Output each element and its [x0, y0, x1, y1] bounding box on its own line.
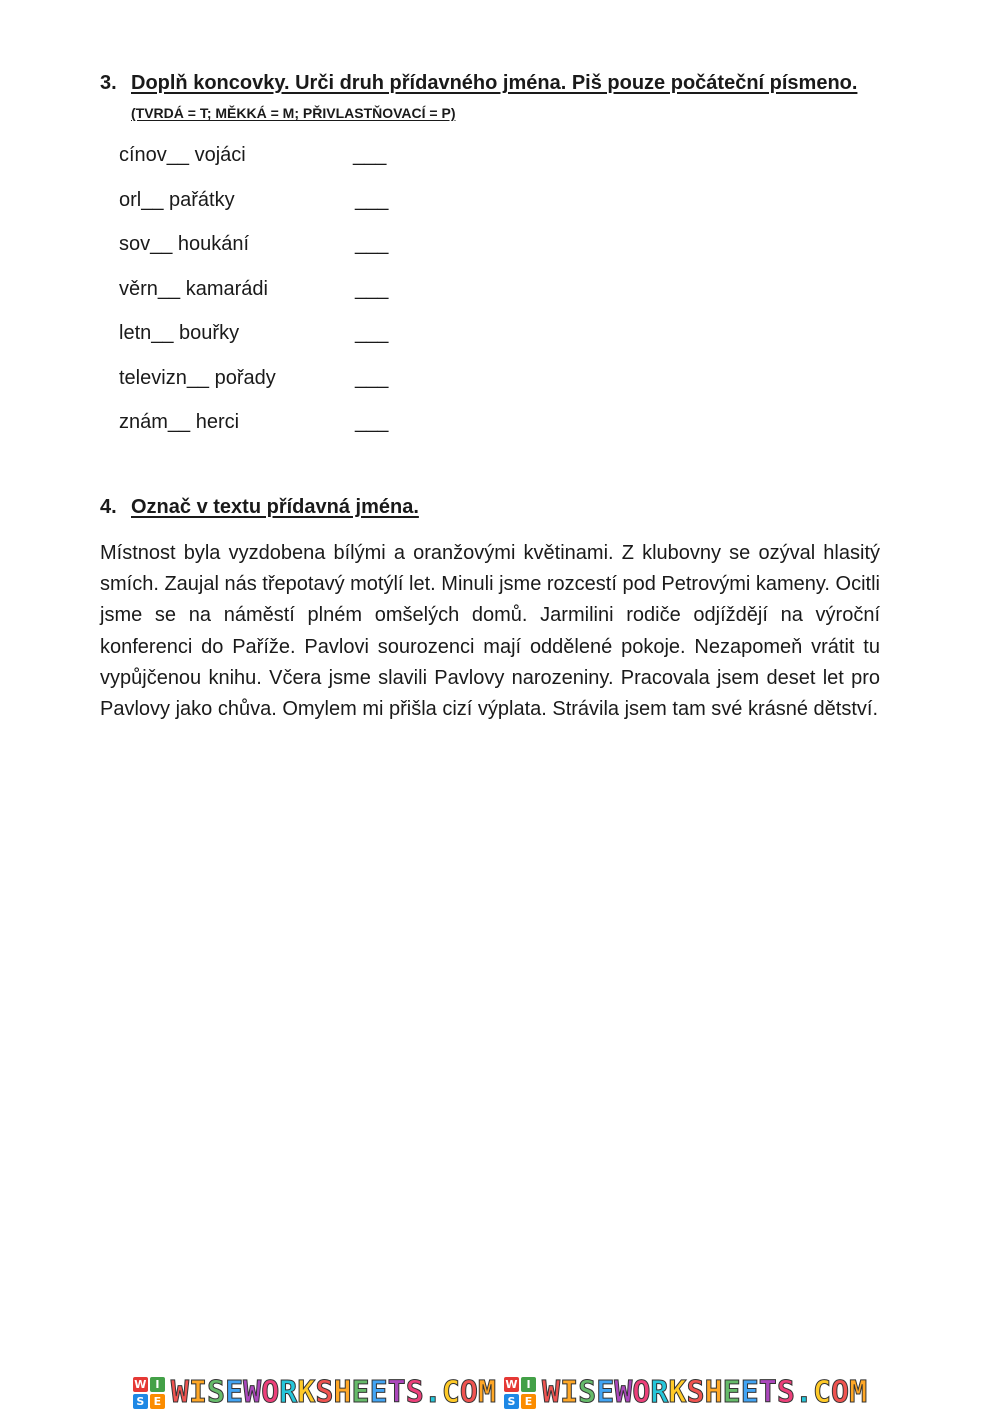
footer-watermark	[0, 1372, 1000, 1413]
answer-blank[interactable]: ___	[355, 411, 389, 433]
brand-letter: H	[333, 1375, 352, 1410]
exercise-stem: věrn__ kamarádi	[119, 277, 268, 300]
logo-letter: E	[521, 1394, 536, 1409]
brand-letter: K	[668, 1375, 687, 1410]
brand-letter: W	[243, 1375, 262, 1410]
brand-block	[504, 1375, 867, 1410]
brand-letter: T	[387, 1375, 406, 1410]
brand-letter: O	[632, 1375, 651, 1410]
brand-letter: C	[441, 1375, 460, 1410]
brand-letter: S	[315, 1375, 334, 1410]
task-3-heading	[100, 72, 857, 95]
task-3-number: 3.	[100, 72, 117, 94]
brand-letter: E	[351, 1375, 370, 1410]
brand-letter: K	[297, 1375, 316, 1410]
brand-text	[542, 1375, 867, 1410]
brand-letter: E	[369, 1375, 388, 1410]
exercise-row	[119, 230, 419, 275]
brand-letter: I	[560, 1375, 579, 1410]
brand-letter: S	[207, 1375, 226, 1410]
brand-text	[171, 1375, 496, 1410]
brand-letter: E	[722, 1375, 741, 1410]
answer-blank[interactable]: ___	[355, 188, 389, 211]
brand-letter: O	[831, 1375, 850, 1410]
task-3-legend: (TVRDÁ = T; MĚKKÁ = M; PŘIVLASTŇOVACÍ = P)	[131, 105, 456, 121]
brand-letter: W	[170, 1375, 189, 1410]
task-4-title: Označ v textu přídavná jména.	[131, 496, 419, 518]
brand-letter: W	[614, 1375, 633, 1410]
brand-letter: S	[776, 1375, 795, 1410]
answer-blank[interactable]: ___	[355, 322, 389, 344]
brand-letter: S	[405, 1375, 424, 1410]
task-4-text: Místnost byla vyzdobena bílými a oranžovými květinami. Z klubovny se ozýval hlasitý smích. Zaujal nás třepotavý motýlí let. Minuli jsme rozcestí pod Petrovými kameny. Ocitli jsme se na náměstí plném omšelých domů. Jarmilini rodiče odjíždějí na výroční konferenci do Paříže. Pavlovi sourozenci mají oddělené pokoje. Nezapomeň vrátit tu vypůjčenou knihu. Včera jsme slavili Pavlovy narozeniny. Pracovala jsem deset let pro Pavlovy jako chůva. Omylem mi přišla cizí výplata. Strávila jsem tam své krásné dětství.	[100, 542, 880, 721]
exercise-stem: letn__ bouřky	[119, 322, 240, 344]
exercise-row	[119, 141, 419, 186]
brand-letter: O	[459, 1375, 478, 1410]
answer-blank[interactable]: ___	[353, 144, 387, 166]
task-4-heading	[100, 496, 419, 519]
brand-letter: .	[794, 1375, 813, 1410]
exercise-row	[119, 186, 419, 231]
logo-letter: S	[133, 1394, 148, 1409]
brand-logo-icon	[133, 1377, 165, 1409]
brand-letter: C	[812, 1375, 831, 1410]
exercise-row	[119, 319, 419, 364]
brand-letter: I	[188, 1375, 207, 1410]
brand-letter: .	[423, 1375, 442, 1410]
exercise-stem: televizn__ pořady	[119, 366, 276, 389]
answer-blank[interactable]: ___	[355, 277, 389, 300]
brand-logo-icon	[504, 1377, 536, 1409]
logo-letter: W	[505, 1377, 518, 1391]
brand-letter: E	[596, 1375, 615, 1410]
answer-blank[interactable]: ___	[355, 233, 389, 255]
brand-letter: M	[477, 1375, 496, 1410]
logo-letter: I	[150, 1377, 165, 1392]
exercise-row	[119, 364, 419, 409]
exercise-list	[119, 141, 419, 453]
exercise-stem: sov__ houkání	[119, 233, 250, 255]
exercise-stem: orl__ pařátky	[119, 188, 235, 211]
exercise-row	[119, 275, 419, 320]
task-4-number: 4.	[100, 496, 117, 518]
logo-letter: S	[504, 1394, 519, 1409]
exercise-row	[119, 408, 419, 453]
brand-letter: R	[279, 1375, 298, 1410]
brand-letter: O	[261, 1375, 280, 1410]
brand-letter: E	[740, 1375, 759, 1410]
brand-letter: H	[704, 1375, 723, 1410]
brand-letter: E	[225, 1375, 244, 1410]
brand-letter: S	[578, 1375, 597, 1410]
brand-letter: S	[686, 1375, 705, 1410]
brand-letter: M	[849, 1375, 868, 1410]
logo-letter: W	[134, 1377, 147, 1391]
brand-block	[133, 1375, 496, 1410]
logo-letter: E	[150, 1394, 165, 1409]
task-3-title: Doplň koncovky. Urči druh přídavného jména. Piš pouze počáteční písmeno.	[131, 72, 858, 94]
exercise-stem: znám__ herci	[119, 411, 240, 433]
brand-letter: T	[758, 1375, 777, 1410]
brand-letter: W	[542, 1375, 561, 1410]
exercise-stem: cínov__ vojáci	[119, 144, 246, 166]
logo-letter: I	[521, 1377, 536, 1392]
brand-letter: R	[650, 1375, 669, 1410]
answer-blank[interactable]: ___	[355, 366, 389, 389]
